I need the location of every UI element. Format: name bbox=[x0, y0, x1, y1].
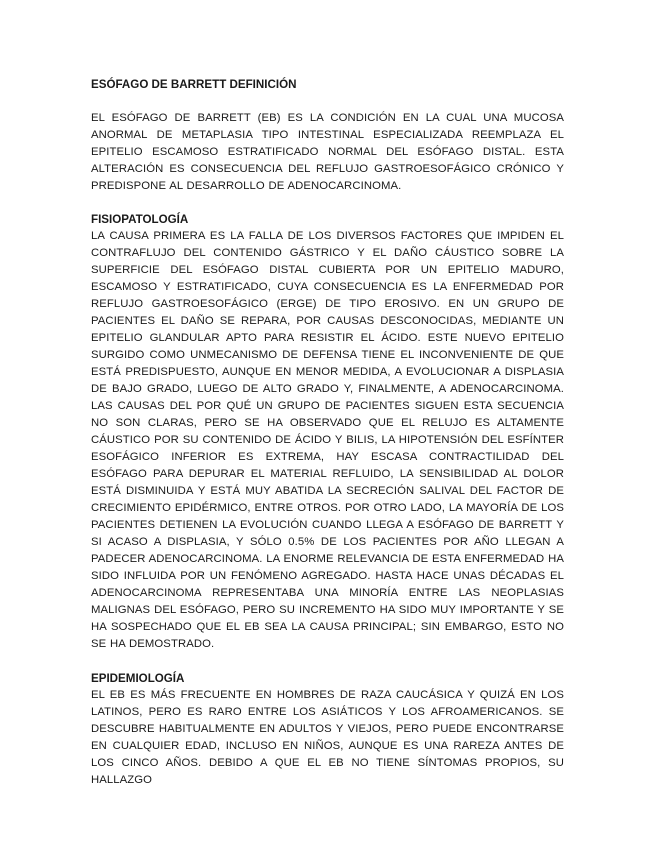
intro-paragraph: EL ESÓFAGO DE BARRETT (EB) ES LA CONDICIÓN EN LA CUAL UNA MUCOSA ANORMAL DE METAPLASIA TIPO INTESTINAL ESPECIALIZADA REEMPLAZA EL EPITELIO ESCAMOSO ESTRATIFICADO NORMAL DEL ESÓFAGO DISTAL. ESTA ALTERACIÓN ES CONSECUENCIA DEL REFLUJO GASTROESOFÁGICO CRÓNICO Y PREDISPONE AL DESARROLLO DE ADENOCARCINOMA. bbox=[91, 112, 564, 192]
document-page bbox=[91, 70, 564, 789]
section-fisiopatologia bbox=[91, 211, 564, 653]
section-body: EL EB ES MÁS FRECUENTE EN HOMBRES DE RAZA CAUCÁSICA Y QUIZÁ EN LOS LATINOS, PERO ES RARO ENTRE LOS ASIÁTICOS Y LOS AFROAMERICANOS. SE DESCUBRE HABITUALMENTE EN ADULTOS Y VIEJOS, PERO PUEDE ENCONTRARSE EN CUALQUIER EDAD, INCLUSO EN NIÑOS, AUNQUE ES UNA RAREZA ANTES DE LOS CINCO AÑOS. DEBIDO A QUE EL EB NO TIENE SÍNTOMAS PROPIOS, SU HALLAZGO bbox=[91, 689, 564, 786]
section-heading: EPIDEMIOLOGÍA bbox=[91, 672, 185, 685]
section-heading: FISIOPATOLOGÍA bbox=[91, 213, 189, 226]
document-title: ESÓFAGO DE BARRETT DEFINICIÓN bbox=[91, 78, 297, 91]
section-body: LA CAUSA PRIMERA ES LA FALLA DE LOS DIVERSOS FACTORES QUE IMPIDEN EL CONTRAFLUJO DEL CONTENIDO GÁSTRICO Y EL DAÑO CÁUSTICO SOBRE LA SUPERFICIE DEL ESÓFAGO DISTAL CUBIERTA POR UN EPITELIO MADURO, ESCAMOSO Y ESTRATIFICADO, CUYA CONSECUENCIA ES LA ENFERMEDAD POR REFLUJO GASTROESOFÁGICO (ERGE) DE TIPO EROSIVO. EN UN GRUPO DE PACIENTES EL DAÑO SE REPARA, POR CAUSAS DESCONOCIDAS, MEDIANTE UN EPITELIO GLANDULAR APTO PARA RESISTIR EL ÁCIDO. ESTE NUEVO EPITELIO SURGIDO COMO UNMECANISMO DE DEFENSA TIENE EL INCONVENIENTE DE QUE ESTÁ PREDISPUESTO, AUNQUE EN MENOR MEDIDA, A EVOLUCIONAR A DISPLASIA DE BAJO GRADO, LUEGO DE ALTO GRADO Y, FINALMENTE, A ADENOCARCINOMA. LAS CAUSAS DEL POR QUÉ UN GRUPO DE PACIENTES SIGUEN ESTA SECUENCIA NO SON CLARAS, PERO SE HA OBSERVADO QUE EL RELUJO ES ALTAMENTE CÁUSTICO POR SU CONTENIDO DE ÁCIDO Y BILIS, LA HIPOTENSIÓN DEL ESFÍNTER ESOFÁGICO INFERIOR ES EXTREMA, HAY ESCASA CONTRACTILIDAD DEL ESÓFAGO PARA DEPURAR EL MATERIAL REFLUIDO, LA SENSIBILIDAD AL DOLOR ESTÁ DISMINUIDA Y ESTÁ MUY ABATIDA LA SECRECIÓN SALIVAL DEL FACTOR DE CRECIMIENTO EPIDÉRMICO, ENTRE OTROS. POR OTRO LADO, LA MAYORÍA DE LOS PACIENTES DETIENEN LA EVOLUCIÓN CUANDO LLEGA A ESÓFAGO DE BARRETT Y SI ACASO A DISPLASIA, Y SÓLO 0.5% DE LOS PACIENTES POR AÑO LLEGAN A PADECER ADENOCARCINOMA. LA ENORME RELEVANCIA DE ESTA ENFERMEDAD HA SIDO INFLUIDA POR UN FENÓMENO AGREGADO. HASTA HACE UNAS DÉCADAS EL ADENOCARCINOMA REPRESENTABA UNA MINORÍA ENTRE LAS NEOPLASIAS MALIGNAS DEL ESÓFAGO, PERO SU INCREMENTO HA SIDO MUY IMPORTANTE Y SE HA SOSPECHADO QUE EL EB SEA LA CAUSA PRINCIPAL; SIN EMBARGO, ESTO NO SE HA DEMOSTRADO. bbox=[91, 230, 564, 650]
section-epidemiologia bbox=[91, 670, 564, 789]
